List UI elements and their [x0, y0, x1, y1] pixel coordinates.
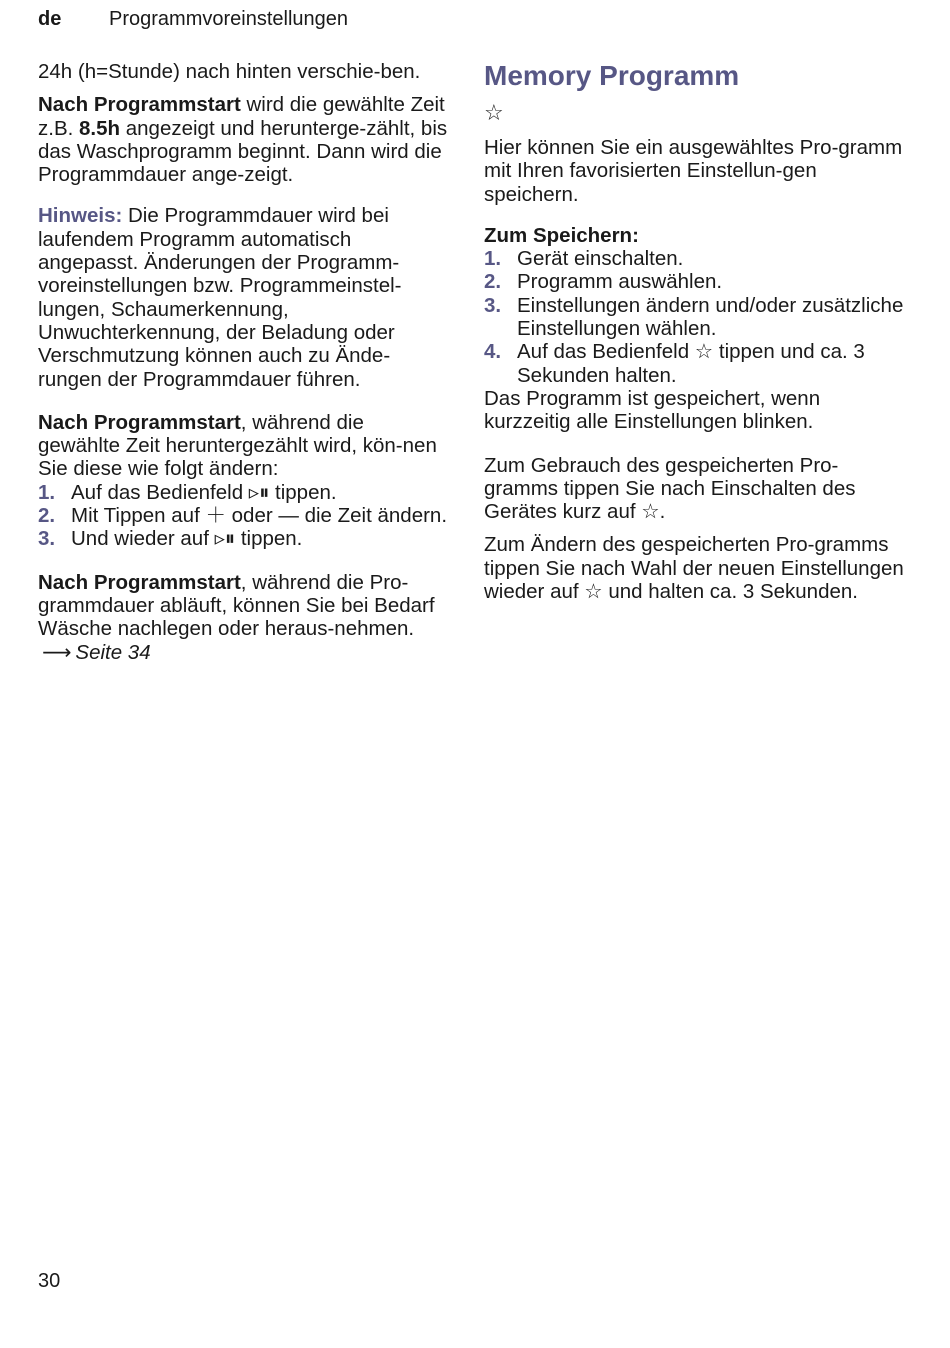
list-item — [38, 481, 450, 504]
page-number: 30 — [38, 1270, 61, 1292]
step-number: 2. — [484, 270, 502, 294]
use-note: Zum Gebrauch des gespeicherten Pro-gramms tippen Sie nach Einschalten des Gerätes kurz auf ☆. — [484, 453, 856, 524]
bold-term: Nach Programmstart — [38, 93, 241, 117]
arrow-right-icon: ⟶ — [42, 640, 72, 664]
step-number: 1. — [38, 480, 56, 504]
save-steps — [484, 247, 904, 387]
step-text: Auf das Bedienfeld ☆ tippen und ca. 3 Sekunden halten. — [517, 340, 865, 387]
step-number: 3. — [38, 527, 56, 551]
step-text: Und wieder auf ▹⏸ tippen. — [71, 527, 303, 551]
language-code: de — [38, 8, 62, 30]
list-item — [484, 340, 904, 387]
section-title: Programmvoreinstellungen — [109, 8, 349, 30]
paragraph-text: angezeigt und herunterge-zählt, bis das Waschprogramm beginnt. Dann wird die Programmdauer ange-zeigt. — [38, 116, 448, 187]
step-text: Mit Tippen auf ＋ oder — die Zeit ändern. — [71, 504, 448, 528]
step-text: Gerät einschalten. — [517, 247, 684, 271]
paragraph-add-laundry — [38, 571, 450, 664]
time-value: 8.5h — [79, 116, 121, 140]
step-text: Auf das Bedienfeld ▹⏸ tippen. — [71, 480, 337, 504]
paragraph-text: , während die gewählte Zeit heruntergezählt wird, kön-nen Sie diese wie folgt ändern: — [38, 410, 437, 481]
right-column — [484, 60, 904, 603]
change-time-steps — [38, 481, 450, 551]
step-text: Einstellungen ändern und/oder zusätzliche Einstellungen wählen. — [517, 293, 904, 341]
step-number: 4. — [484, 340, 502, 364]
left-column — [38, 60, 450, 664]
step-number: 3. — [484, 293, 502, 317]
change-note: Zum Ändern des gespeicherten Pro-gramms tippen Sie nach Wahl der neuen Einstellungen wieder auf ☆ und halten ca. 3 Sekunden. — [484, 533, 904, 604]
paragraph-continued: 24h (h=Stunde) nach hinten verschie-ben. — [38, 60, 421, 83]
section-heading: Memory Programm — [484, 60, 740, 91]
paragraph-text: wird die gewählte Zeit z.B. — [38, 93, 445, 140]
step-number: 1. — [484, 247, 502, 271]
list-item — [484, 270, 904, 293]
list-item — [484, 247, 904, 270]
step-number: 2. — [38, 504, 56, 528]
paragraph-text: , während die Pro-grammdauer abläuft, können Sie bei Bedarf Wäsche nachlegen oder heraus-nehmen. — [38, 570, 435, 641]
hint-note — [38, 204, 450, 390]
paragraph-program-start — [38, 93, 450, 186]
bold-term: Nach Programmstart — [38, 570, 241, 594]
page-reference-link[interactable]: Seite 34 — [75, 640, 151, 664]
saved-note: Das Programm ist gespeichert, wenn kurzzeitig alle Einstellungen blinken. — [484, 386, 821, 434]
paragraph-change-time — [38, 411, 450, 481]
star-icon: ☆ — [484, 100, 504, 125]
intro-paragraph: Hier können Sie ein ausgewähltes Pro-gramm mit Ihren favorisierten Einstellun-gen speichern. — [484, 136, 903, 206]
list-item — [38, 504, 450, 527]
save-label: Zum Speichern: — [484, 223, 639, 247]
step-text: Programm auswählen. — [517, 270, 723, 294]
list-item — [38, 527, 450, 550]
list-item — [484, 294, 904, 341]
page-header — [38, 8, 348, 31]
hint-label: Hinweis: — [38, 204, 123, 228]
bold-term: Nach Programmstart — [38, 410, 241, 434]
hint-text: Die Programmdauer wird bei laufendem Programm automatisch angepasst. Änderungen der Programm-voreinstellungen bzw. Programmeinstel-lungen, Schaumerkennung, Unwuchterkennung, der Beladung oder Verschmutzung können auch zu Ände-rungen der Programmdauer führen. — [38, 204, 402, 391]
